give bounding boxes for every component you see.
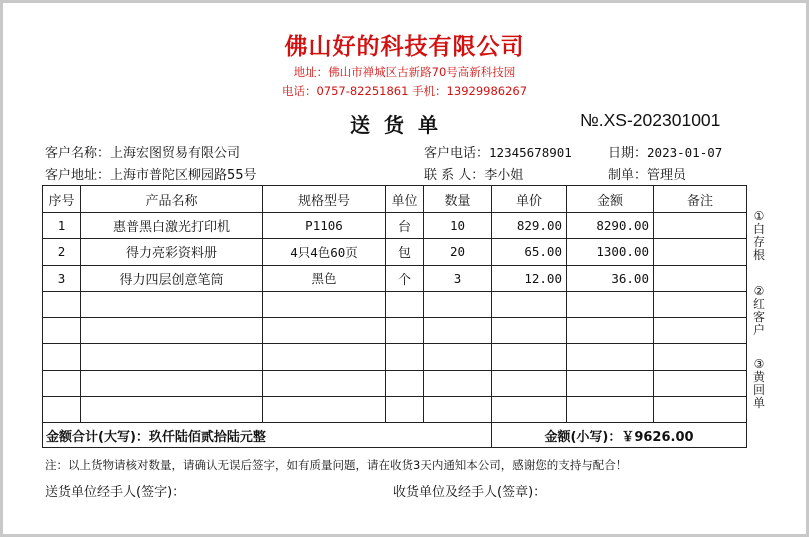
total-in-words: 金额合计(大写)：玖仟陆佰贰拾陆元整 [43,423,492,448]
cell-index [43,291,81,317]
cell-amount [567,291,654,317]
goods-table [42,185,747,448]
cell-unit-price [492,397,567,423]
cell-unit [386,344,424,370]
maker-value: 管理员 [647,168,687,183]
cell-product-name: 得力四层创意笔筒 [81,265,263,291]
header-spec: 规格型号 [263,186,386,213]
table-row [43,397,747,423]
cell-unit-price [492,344,567,370]
cell-spec [263,318,386,344]
customer-name-row [45,142,240,161]
cell-remark [654,370,747,396]
cell-quantity: 10 [424,213,492,239]
document-number: №.XS-202301001 [580,110,721,130]
customer-name-label: 客户名称： [45,146,111,161]
cell-unit-price [492,318,567,344]
cell-unit-price [492,291,567,317]
table-row [43,213,747,239]
header-remark: 备注 [654,186,747,213]
cell-unit: 包 [386,239,424,265]
contact-person: 李小姐 [484,168,524,183]
total-row [43,423,747,448]
cell-amount: 8290.00 [567,213,654,239]
header-product-name: 产品名称 [81,186,263,213]
cell-index: 3 [43,265,81,291]
table-row [43,318,747,344]
cell-quantity [424,397,492,423]
customer-address-row [45,164,257,183]
customer-name: 上海宏图贸易有限公司 [110,146,241,161]
cell-spec [263,397,386,423]
cell-product-name [81,318,263,344]
cell-amount [567,397,654,423]
contact-person-row [424,164,523,183]
cell-quantity [424,344,492,370]
cell-quantity [424,318,492,344]
cell-product-name: 得力亮彩资料册 [81,239,263,265]
cell-amount: 36.00 [567,265,654,291]
cell-quantity: 3 [424,265,492,291]
footer-note: 注：以上货物请核对数量，请确认无误后签字，如有质量问题，请在收货3天内通知本公司，感谢您的支持与配合！ [45,458,628,472]
cell-unit [386,318,424,344]
cell-index: 2 [43,239,81,265]
cell-product-name [81,291,263,317]
table-row [43,370,747,396]
receiver-signature-label: 收货单位及经手人(签章)： [393,485,547,500]
table-row [43,239,747,265]
cell-unit-price: 12.00 [492,265,567,291]
cell-quantity [424,291,492,317]
date-row [608,142,722,161]
customer-phone: 12345678901 [489,145,572,160]
customer-address: 上海市普陀区柳园路55号 [110,168,257,183]
maker-row [608,164,686,183]
company-address: 地址：佛山市禅城区古新路70号高新科技园 [293,65,516,79]
document-title: 送货单 [350,113,452,137]
cell-unit: 台 [386,213,424,239]
cell-index [43,397,81,423]
cell-quantity [424,370,492,396]
cell-unit [386,370,424,396]
header-unit: 单位 [386,186,424,213]
cell-remark [654,239,747,265]
table-row [43,344,747,370]
cell-amount [567,318,654,344]
cell-unit [386,291,424,317]
customer-phone-row [424,142,572,161]
cell-remark [654,265,747,291]
header-unit-price: 单价 [492,186,567,213]
maker-label: 制单： [608,168,648,183]
cell-spec [263,291,386,317]
cell-unit [386,397,424,423]
table-row [43,265,747,291]
cell-remark [654,213,747,239]
date-label: 日期： [608,146,648,161]
customer-phone-label: 客户电话： [424,146,490,161]
cell-product-name [81,344,263,370]
cell-remark [654,318,747,344]
company-name: 佛山好的科技有限公司 [284,33,525,60]
cell-remark [654,397,747,423]
cell-product-name: 惠普黑白激光打印机 [81,213,263,239]
cell-unit-price: 65.00 [492,239,567,265]
cell-spec [263,344,386,370]
cell-product-name [81,370,263,396]
side-copy-white: ①白存根 [752,209,765,262]
header-index: 序号 [43,186,81,213]
cell-unit-price: 829.00 [492,213,567,239]
company-contact: 电话：0757-82251861 手机：13929986267 [281,84,528,98]
cell-unit-price [492,370,567,396]
table-row [43,291,747,317]
cell-index [43,318,81,344]
cell-product-name [81,397,263,423]
sender-signature-label: 送货单位经手人(签字)： [45,485,186,500]
side-copy-yellow: ③黄回单 [752,357,765,410]
header-amount: 金额 [567,186,654,213]
side-copy-red: ②红客户 [752,284,765,337]
cell-spec: 黑色 [263,265,386,291]
date-value: 2023-01-07 [647,145,723,160]
cell-amount [567,344,654,370]
cell-amount [567,370,654,396]
cell-spec [263,370,386,396]
customer-address-label: 客户地址： [45,168,111,183]
cell-unit: 个 [386,265,424,291]
cell-amount: 1300.00 [567,239,654,265]
cell-spec: 4只4色60页 [263,239,386,265]
header-quantity: 数量 [424,186,492,213]
cell-remark [654,291,747,317]
cell-quantity: 20 [424,239,492,265]
total-in-figures: 金额(小写)：￥9626.00 [492,423,747,448]
table-header-row [43,186,747,213]
cell-spec: P1106 [263,213,386,239]
cell-remark [654,344,747,370]
cell-index [43,344,81,370]
contact-person-label: 联 系 人： [424,168,485,183]
cell-index [43,370,81,396]
cell-index: 1 [43,213,81,239]
